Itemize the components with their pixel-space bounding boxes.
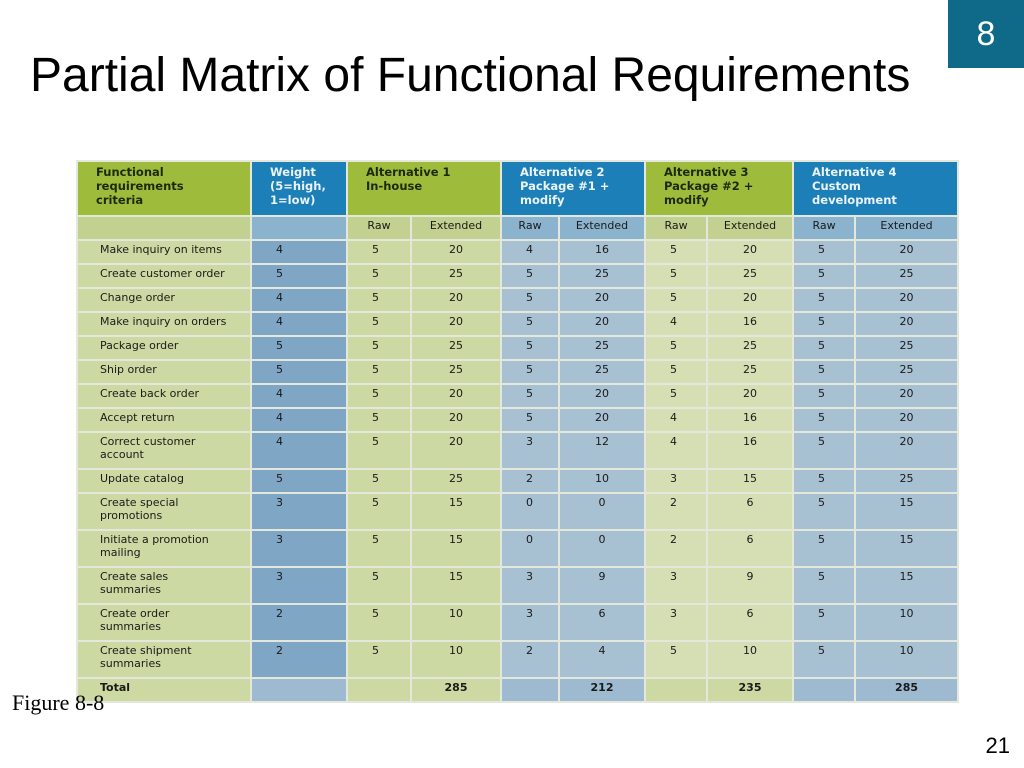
raw-score-cell: 5 bbox=[347, 604, 411, 641]
weight-cell: 2 bbox=[251, 604, 347, 641]
criteria-cell: Ship order bbox=[77, 360, 251, 384]
subheader-extended: Extended bbox=[559, 216, 645, 240]
raw-score-cell: 5 bbox=[793, 493, 855, 530]
extended-score-cell: 25 bbox=[411, 360, 501, 384]
raw-score-cell: 5 bbox=[793, 336, 855, 360]
raw-score-cell: 5 bbox=[793, 288, 855, 312]
weight-cell: 3 bbox=[251, 567, 347, 604]
header-weight bbox=[251, 161, 347, 216]
extended-score-cell: 6 bbox=[707, 530, 793, 567]
table-row bbox=[77, 567, 958, 604]
extended-score-cell: 15 bbox=[707, 469, 793, 493]
raw-score-cell: 5 bbox=[793, 408, 855, 432]
table-row bbox=[77, 604, 958, 641]
subheader-extended: Extended bbox=[411, 216, 501, 240]
raw-score-cell: 2 bbox=[645, 530, 707, 567]
criteria-cell: Make inquiry on orders bbox=[77, 312, 251, 336]
extended-score-cell: 10 bbox=[559, 469, 645, 493]
table-row bbox=[77, 312, 958, 336]
raw-score-cell: 5 bbox=[793, 604, 855, 641]
raw-score-cell: 5 bbox=[793, 312, 855, 336]
raw-score-cell: 5 bbox=[501, 336, 559, 360]
extended-score-cell: 20 bbox=[559, 312, 645, 336]
subheader-blank bbox=[251, 216, 347, 240]
extended-score-cell: 0 bbox=[559, 493, 645, 530]
total-row bbox=[77, 678, 958, 702]
extended-score-cell: 25 bbox=[707, 360, 793, 384]
raw-score-cell: 5 bbox=[347, 432, 411, 469]
raw-score-cell: 3 bbox=[501, 604, 559, 641]
weight-cell: 4 bbox=[251, 408, 347, 432]
slide-title: Partial Matrix of Functional Requirements bbox=[30, 49, 911, 102]
extended-score-cell: 6 bbox=[707, 604, 793, 641]
subheader-raw: Raw bbox=[645, 216, 707, 240]
raw-score-cell: 5 bbox=[501, 288, 559, 312]
raw-score-cell: 5 bbox=[793, 530, 855, 567]
total-weight-blank bbox=[251, 678, 347, 702]
raw-score-cell: 5 bbox=[347, 288, 411, 312]
extended-score-cell: 25 bbox=[855, 264, 958, 288]
criteria-cell: Initiate a promotion mailing bbox=[77, 530, 251, 567]
extended-score-cell: 20 bbox=[411, 288, 501, 312]
raw-score-cell: 5 bbox=[347, 408, 411, 432]
raw-score-cell: 0 bbox=[501, 530, 559, 567]
criteria-cell: Correct customer account bbox=[77, 432, 251, 469]
weight-cell: 4 bbox=[251, 288, 347, 312]
extended-score-cell: 20 bbox=[411, 384, 501, 408]
raw-score-cell: 5 bbox=[501, 264, 559, 288]
extended-score-cell: 9 bbox=[559, 567, 645, 604]
raw-score-cell: 5 bbox=[793, 567, 855, 604]
total-label: Total bbox=[77, 678, 251, 702]
extended-score-cell: 20 bbox=[411, 312, 501, 336]
weight-cell: 4 bbox=[251, 240, 347, 264]
raw-score-cell: 5 bbox=[347, 469, 411, 493]
extended-score-cell: 15 bbox=[855, 530, 958, 567]
table-row bbox=[77, 408, 958, 432]
total-extended-cell: 212 bbox=[559, 678, 645, 702]
raw-score-cell: 3 bbox=[501, 567, 559, 604]
extended-score-cell: 25 bbox=[707, 336, 793, 360]
criteria-cell: Package order bbox=[77, 336, 251, 360]
extended-score-cell: 20 bbox=[855, 288, 958, 312]
extended-score-cell: 20 bbox=[855, 240, 958, 264]
extended-score-cell: 25 bbox=[855, 336, 958, 360]
raw-score-cell: 5 bbox=[645, 288, 707, 312]
extended-score-cell: 6 bbox=[707, 493, 793, 530]
header-alt-4-text: Alternative 4 Custom development bbox=[812, 165, 897, 207]
criteria-cell: Create order summaries bbox=[77, 604, 251, 641]
extended-score-cell: 16 bbox=[707, 408, 793, 432]
total-raw-blank bbox=[645, 678, 707, 702]
extended-score-cell: 0 bbox=[559, 530, 645, 567]
weight-cell: 3 bbox=[251, 530, 347, 567]
weight-cell: 2 bbox=[251, 641, 347, 678]
total-raw-blank bbox=[793, 678, 855, 702]
criteria-cell: Update catalog bbox=[77, 469, 251, 493]
extended-score-cell: 10 bbox=[707, 641, 793, 678]
table-row bbox=[77, 641, 958, 678]
raw-score-cell: 5 bbox=[347, 567, 411, 604]
criteria-cell: Create sales summaries bbox=[77, 567, 251, 604]
criteria-cell: Make inquiry on items bbox=[77, 240, 251, 264]
extended-score-cell: 25 bbox=[559, 336, 645, 360]
raw-score-cell: 4 bbox=[645, 432, 707, 469]
raw-score-cell: 5 bbox=[501, 360, 559, 384]
weight-cell: 5 bbox=[251, 336, 347, 360]
extended-score-cell: 20 bbox=[707, 240, 793, 264]
table-row bbox=[77, 264, 958, 288]
raw-score-cell: 5 bbox=[347, 312, 411, 336]
raw-score-cell: 2 bbox=[645, 493, 707, 530]
raw-score-cell: 5 bbox=[645, 384, 707, 408]
raw-score-cell: 2 bbox=[501, 469, 559, 493]
extended-score-cell: 15 bbox=[855, 567, 958, 604]
extended-score-cell: 15 bbox=[411, 530, 501, 567]
criteria-cell: Change order bbox=[77, 288, 251, 312]
raw-score-cell: 3 bbox=[645, 604, 707, 641]
figure-caption: Figure 8-8 bbox=[12, 690, 105, 715]
subheader-raw: Raw bbox=[347, 216, 411, 240]
raw-score-cell: 5 bbox=[347, 336, 411, 360]
header-alt-1 bbox=[347, 161, 501, 216]
raw-score-cell: 5 bbox=[501, 408, 559, 432]
subheader-extended: Extended bbox=[855, 216, 958, 240]
raw-score-cell: 5 bbox=[793, 469, 855, 493]
extended-score-cell: 15 bbox=[411, 493, 501, 530]
header-criteria-text: Functional requirements criteria bbox=[96, 165, 184, 207]
page-number: 21 bbox=[985, 733, 1010, 758]
header-alt-2-text: Alternative 2 Package #1 + modify bbox=[520, 165, 610, 207]
extended-score-cell: 25 bbox=[411, 264, 501, 288]
raw-score-cell: 5 bbox=[347, 530, 411, 567]
table-row bbox=[77, 384, 958, 408]
table-row bbox=[77, 336, 958, 360]
extended-score-cell: 10 bbox=[855, 604, 958, 641]
extended-score-cell: 20 bbox=[559, 408, 645, 432]
extended-score-cell: 25 bbox=[559, 264, 645, 288]
requirements-matrix bbox=[76, 160, 959, 703]
extended-score-cell: 9 bbox=[707, 567, 793, 604]
extended-score-cell: 20 bbox=[559, 384, 645, 408]
extended-score-cell: 20 bbox=[855, 384, 958, 408]
raw-score-cell: 5 bbox=[793, 240, 855, 264]
extended-score-cell: 16 bbox=[707, 432, 793, 469]
total-raw-blank bbox=[501, 678, 559, 702]
raw-score-cell: 5 bbox=[793, 432, 855, 469]
weight-cell: 5 bbox=[251, 264, 347, 288]
extended-score-cell: 25 bbox=[411, 469, 501, 493]
weight-cell: 4 bbox=[251, 384, 347, 408]
raw-score-cell: 5 bbox=[501, 384, 559, 408]
table-row bbox=[77, 360, 958, 384]
extended-score-cell: 25 bbox=[411, 336, 501, 360]
table-row bbox=[77, 530, 958, 567]
header-alt-1-text: Alternative 1 In-house bbox=[366, 165, 451, 193]
extended-score-cell: 25 bbox=[855, 469, 958, 493]
raw-score-cell: 5 bbox=[645, 641, 707, 678]
extended-score-cell: 25 bbox=[707, 264, 793, 288]
raw-score-cell: 4 bbox=[645, 312, 707, 336]
table-row bbox=[77, 469, 958, 493]
raw-score-cell: 4 bbox=[501, 240, 559, 264]
raw-score-cell: 3 bbox=[645, 567, 707, 604]
extended-score-cell: 15 bbox=[855, 493, 958, 530]
raw-score-cell: 5 bbox=[645, 360, 707, 384]
table-row bbox=[77, 493, 958, 530]
table-row bbox=[77, 240, 958, 264]
header-alt-3-text: Alternative 3 Package #2 + modify bbox=[664, 165, 754, 207]
subheader-row bbox=[77, 216, 958, 240]
extended-score-cell: 25 bbox=[559, 360, 645, 384]
extended-score-cell: 20 bbox=[411, 240, 501, 264]
weight-cell: 4 bbox=[251, 432, 347, 469]
extended-score-cell: 16 bbox=[707, 312, 793, 336]
raw-score-cell: 5 bbox=[793, 384, 855, 408]
header-criteria bbox=[77, 161, 251, 216]
extended-score-cell: 20 bbox=[855, 432, 958, 469]
total-raw-blank bbox=[347, 678, 411, 702]
raw-score-cell: 5 bbox=[645, 264, 707, 288]
subheader-raw: Raw bbox=[793, 216, 855, 240]
raw-score-cell: 2 bbox=[501, 641, 559, 678]
extended-score-cell: 15 bbox=[411, 567, 501, 604]
raw-score-cell: 5 bbox=[347, 641, 411, 678]
raw-score-cell: 5 bbox=[793, 360, 855, 384]
total-extended-cell: 285 bbox=[855, 678, 958, 702]
table-row bbox=[77, 288, 958, 312]
criteria-cell: Create customer order bbox=[77, 264, 251, 288]
raw-score-cell: 5 bbox=[347, 493, 411, 530]
raw-score-cell: 5 bbox=[347, 264, 411, 288]
raw-score-cell: 3 bbox=[645, 469, 707, 493]
extended-score-cell: 4 bbox=[559, 641, 645, 678]
subheader-extended: Extended bbox=[707, 216, 793, 240]
weight-cell: 5 bbox=[251, 469, 347, 493]
weight-cell: 4 bbox=[251, 312, 347, 336]
raw-score-cell: 5 bbox=[347, 240, 411, 264]
header-weight-text: Weight (5=high, 1=low) bbox=[270, 165, 326, 207]
extended-score-cell: 20 bbox=[559, 288, 645, 312]
extended-score-cell: 10 bbox=[855, 641, 958, 678]
raw-score-cell: 5 bbox=[793, 641, 855, 678]
criteria-cell: Create back order bbox=[77, 384, 251, 408]
extended-score-cell: 6 bbox=[559, 604, 645, 641]
header-row bbox=[77, 161, 958, 216]
raw-score-cell: 5 bbox=[645, 336, 707, 360]
extended-score-cell: 20 bbox=[411, 432, 501, 469]
extended-score-cell: 16 bbox=[559, 240, 645, 264]
raw-score-cell: 0 bbox=[501, 493, 559, 530]
raw-score-cell: 5 bbox=[793, 264, 855, 288]
chapter-badge: 8 bbox=[948, 0, 1024, 68]
extended-score-cell: 20 bbox=[707, 288, 793, 312]
subheader-raw: Raw bbox=[501, 216, 559, 240]
subheader-blank bbox=[77, 216, 251, 240]
raw-score-cell: 5 bbox=[501, 312, 559, 336]
criteria-cell: Create shipment summaries bbox=[77, 641, 251, 678]
raw-score-cell: 5 bbox=[347, 360, 411, 384]
weight-cell: 5 bbox=[251, 360, 347, 384]
extended-score-cell: 20 bbox=[855, 408, 958, 432]
extended-score-cell: 10 bbox=[411, 604, 501, 641]
header-alt-2 bbox=[501, 161, 645, 216]
criteria-cell: Accept return bbox=[77, 408, 251, 432]
raw-score-cell: 3 bbox=[501, 432, 559, 469]
extended-score-cell: 20 bbox=[411, 408, 501, 432]
raw-score-cell: 5 bbox=[347, 384, 411, 408]
total-extended-cell: 235 bbox=[707, 678, 793, 702]
raw-score-cell: 5 bbox=[645, 240, 707, 264]
extended-score-cell: 20 bbox=[855, 312, 958, 336]
raw-score-cell: 4 bbox=[645, 408, 707, 432]
header-alt-3 bbox=[645, 161, 793, 216]
extended-score-cell: 10 bbox=[411, 641, 501, 678]
weight-cell: 3 bbox=[251, 493, 347, 530]
criteria-cell: Create special promotions bbox=[77, 493, 251, 530]
header-alt-4 bbox=[793, 161, 958, 216]
extended-score-cell: 20 bbox=[707, 384, 793, 408]
table-row bbox=[77, 432, 958, 469]
total-extended-cell: 285 bbox=[411, 678, 501, 702]
extended-score-cell: 25 bbox=[855, 360, 958, 384]
extended-score-cell: 12 bbox=[559, 432, 645, 469]
